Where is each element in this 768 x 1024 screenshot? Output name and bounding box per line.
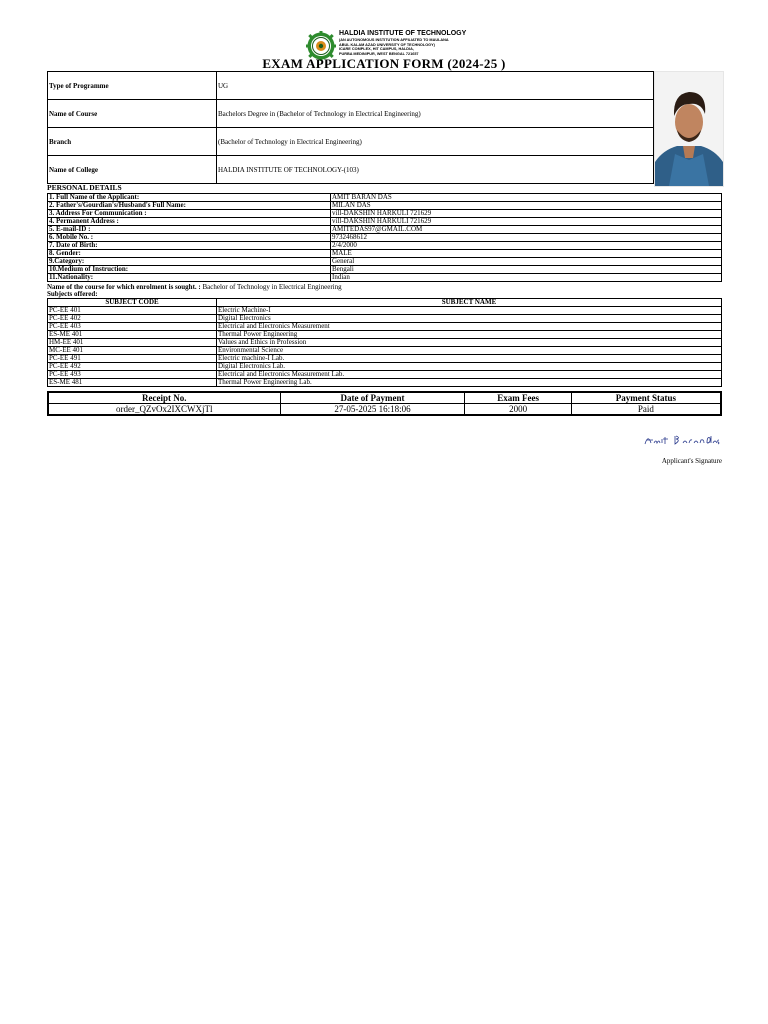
subject-code: ES-ME 481 — [48, 379, 217, 387]
subject-name: Thermal Power Engineering — [217, 331, 722, 339]
payment-date: 27-05-2025 16:18:06 — [280, 404, 465, 416]
programme-value: HALDIA INSTITUTE OF TECHNOLOGY-(103) — [217, 156, 654, 184]
institute-name: HALDIA INSTITUTE OF TECHNOLOGY — [339, 30, 467, 37]
course-enrolment-value: Bachelor of Technology in Electrical Engineering — [202, 283, 342, 291]
programme-value: UG — [217, 72, 654, 100]
payment-status: Paid — [571, 404, 721, 416]
payment-header-row — [48, 392, 721, 404]
personal-label: 8. Gender: — [48, 250, 331, 258]
subject-row — [48, 379, 722, 387]
programme-row — [48, 100, 654, 128]
personal-value: vill-DAKSHIN HARKULI 721629 — [331, 218, 722, 226]
receipt-header: Receipt No. — [48, 392, 280, 404]
subject-row — [48, 347, 722, 355]
personal-row — [48, 274, 722, 282]
personal-row — [48, 234, 722, 242]
payment-status-header: Payment Status — [571, 392, 721, 404]
personal-value: MALE — [331, 250, 722, 258]
personal-row — [48, 202, 722, 210]
subject-code-header: SUBJECT CODE — [48, 299, 217, 307]
subject-code: PC-EE 491 — [48, 355, 217, 363]
institute-sub-line: PURBA MEDINIPUR, WEST BENGAL 721657 — [339, 51, 419, 56]
personal-details-heading: PERSONAL DETAILS — [47, 183, 122, 192]
subject-row — [48, 315, 722, 323]
payment-row — [48, 404, 721, 416]
personal-value: vill-DAKSHIN HARKULI 721629 — [331, 210, 722, 218]
personal-value: MILAN DAS — [331, 202, 722, 210]
personal-value: 9732468612 — [331, 234, 722, 242]
personal-label: 6. Mobile No. : — [48, 234, 331, 242]
personal-label: 2. Father's/Gourdian's/Husband's Full Name: — [48, 202, 331, 210]
institute-sub-line: ABUL KALAM AZAD UNIVERSITY OF TECHNOLOGY) — [339, 42, 435, 47]
personal-row — [48, 210, 722, 218]
personal-row — [48, 258, 722, 266]
personal-value: 2/4/2000 — [331, 242, 722, 250]
payment-date-header: Date of Payment — [280, 392, 465, 404]
programme-table — [47, 71, 654, 184]
programme-label: Name of College — [48, 156, 217, 184]
personal-label: 11.Nationality: — [48, 274, 331, 282]
subject-name: Values and Ethics in Profession — [217, 339, 722, 347]
subject-row — [48, 307, 722, 315]
institute-address-block — [339, 30, 489, 56]
personal-label: 4. Permanent Address : — [48, 218, 331, 226]
personal-value: AMIT BARAN DAS — [331, 194, 722, 202]
course-enrolment-label: Name of the course for which enrolment is sought. : — [47, 283, 201, 291]
personal-row — [48, 242, 722, 250]
programme-row — [48, 128, 654, 156]
personal-value: AMITEDAS97@GMAIL.COM — [331, 226, 722, 234]
subject-row — [48, 371, 722, 379]
applicant-photo — [654, 71, 724, 187]
institute-sub-line: (AN AUTONOMOUS INSTITUTION AFFILIATED TO MAULANA — [339, 38, 449, 42]
form-title: EXAM APPLICATION FORM (2024-25 ) — [262, 56, 506, 71]
subject-code: PC-EE 493 — [48, 371, 217, 379]
subject-row — [48, 363, 722, 371]
subject-row — [48, 331, 722, 339]
personal-details-table — [47, 193, 722, 282]
subject-name: Thermal Power Engineering Lab. — [217, 379, 722, 387]
programme-label: Type of Programme — [48, 72, 217, 100]
personal-label: 10.Medium of Instruction: — [48, 266, 331, 274]
subject-name: Digital Electronics Lab. — [217, 363, 722, 371]
subject-name: Electric Machine-I — [217, 307, 722, 315]
personal-value: Indian — [331, 274, 722, 282]
subject-code: HM-EE 401 — [48, 339, 217, 347]
subject-row — [48, 323, 722, 331]
subject-code: PC-EE 492 — [48, 363, 217, 371]
subject-code: ES-ME 401 — [48, 331, 217, 339]
subject-code: PC-EE 403 — [48, 323, 217, 331]
subject-name: Digital Electronics — [217, 315, 722, 323]
receipt-number: order_QZvOx2IXCWXjTl — [48, 404, 280, 416]
payment-table — [47, 391, 722, 416]
personal-row — [48, 266, 722, 274]
applicant-signature-label: Applicant's Signature — [661, 457, 722, 465]
subjects-header-row — [48, 299, 722, 307]
institute-sub-line: ICARE COMPLEX, HIT CAMPUS, HALDIA, — [339, 47, 414, 52]
exam-fees-header: Exam Fees — [465, 392, 571, 404]
applicant-signature-image — [641, 430, 721, 450]
subject-row — [48, 339, 722, 347]
subject-name: Electrical and Electronics Measurement — [217, 323, 722, 331]
subjects-offered-label: Subjects offered: — [47, 290, 98, 298]
subjects-table — [47, 298, 722, 387]
personal-value: Bengali — [331, 266, 722, 274]
personal-row — [48, 226, 722, 234]
personal-row — [48, 250, 722, 258]
exam-fees: 2000 — [465, 404, 571, 416]
personal-label: 7. Date of Birth: — [48, 242, 331, 250]
personal-label: 9.Category: — [48, 258, 331, 266]
programme-label: Branch — [48, 128, 217, 156]
personal-row — [48, 194, 722, 202]
personal-row — [48, 218, 722, 226]
subject-code: PC-EE 401 — [48, 307, 217, 315]
programme-value: (Bachelor of Technology in Electrical Engineering) — [217, 128, 654, 156]
programme-row — [48, 72, 654, 100]
subject-name: Environmental Science — [217, 347, 722, 355]
subject-code: PC-EE 402 — [48, 315, 217, 323]
programme-row — [48, 156, 654, 184]
programme-label: Name of Course — [48, 100, 217, 128]
subject-name: Electrical and Electronics Measurement Lab. — [217, 371, 722, 379]
personal-label: 5. E-mail-ID : — [48, 226, 331, 234]
programme-value: Bachelors Degree in (Bachelor of Technology in Electrical Engineering) — [217, 100, 654, 128]
personal-label: 3. Address For Communication : — [48, 210, 331, 218]
personal-label: 1. Full Name of the Applicant: — [48, 194, 331, 202]
subject-name-header: SUBJECT NAME — [217, 299, 722, 307]
personal-value: General — [331, 258, 722, 266]
subject-row — [48, 355, 722, 363]
subject-name: Electric machine-I Lab. — [217, 355, 722, 363]
subject-code: MC-EE 401 — [48, 347, 217, 355]
